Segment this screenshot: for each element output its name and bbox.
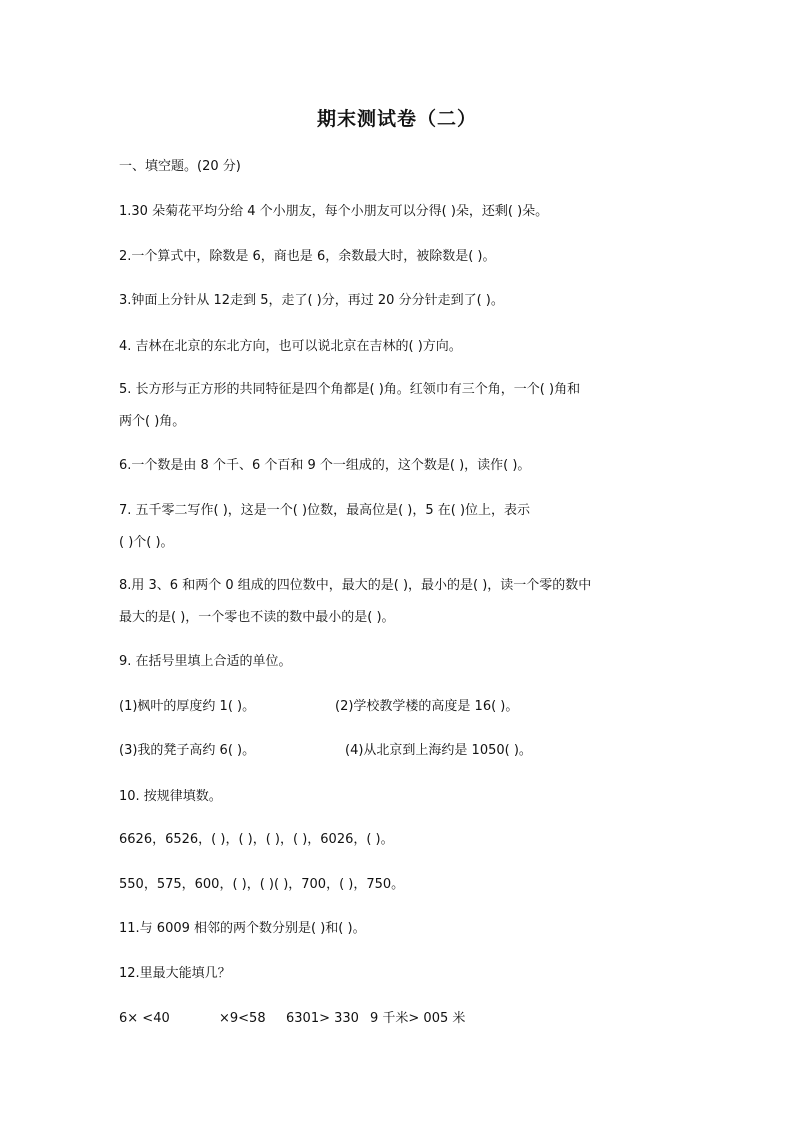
q12-item-4: 9 千米> 005 米: [370, 1011, 466, 1026]
question-5-line-2: 两个( )角。: [119, 414, 186, 429]
question-10-sequence-2: 550，575，600，( )，( )( )，700，( )，750。: [119, 877, 405, 892]
q9-item-4: (4)从北京到上海约是 1050( )。: [345, 743, 532, 758]
question-7-line-1: 7. 五千零二写作( )，这是一个( )位数，最高位是( )，5 在( )位上，表示: [119, 503, 531, 518]
q9-item-1: (1)枫叶的厚度约 1( )。: [119, 699, 256, 714]
page-title: 期末测试卷（二）: [316, 108, 477, 130]
section-heading: 一、填空题。(20 分): [119, 159, 241, 174]
question-1: 1.30 朵菊花平均分给 4 个小朋友，每个小朋友可以分得( )朵，还剩( )朵。: [119, 204, 549, 219]
question-3: 3.钟面上分针从 12走到 5，走了( )分，再过 20 分分针走到了( )。: [119, 293, 504, 308]
question-6: 6.一个数是由 8 个千、6 个百和 9 个一组成的，这个数是( )，读作( )。: [119, 458, 531, 473]
question-8-line-2: 最大的是( )，一个零也不读的数中最小的是( )。: [119, 610, 395, 625]
q12-item-1: 6× <40: [119, 1011, 170, 1026]
question-11: 11.与 6009 相邻的两个数分别是( )和( )。: [119, 921, 366, 936]
question-4: 4. 吉林在北京的东北方向，也可以说北京在吉林的( )方向。: [119, 339, 462, 354]
q9-item-2: (2)学校教学楼的高度是 16( )。: [335, 699, 519, 714]
question-10: 10. 按规律填数。: [119, 789, 222, 804]
q9-item-3: (3)我的凳子高约 6( )。: [119, 743, 256, 758]
question-10-sequence-1: 6626，6526，( )，( )，( )，( )，6026，( )。: [119, 832, 394, 847]
question-9: 9. 在括号里填上合适的单位。: [119, 654, 292, 669]
question-5-line-1: 5. 长方形与正方形的共同特征是四个角都是( )角。红领巾有三个角，一个( )角和: [119, 382, 581, 397]
question-8-line-1: 8.用 3、6 和两个 0 组成的四位数中，最大的是( )，最小的是( )，读一个零的数中: [119, 578, 592, 593]
question-12: 12.里最大能填几？: [119, 966, 231, 981]
question-7-line-2: ( )个( )。: [119, 535, 174, 550]
q12-item-2: ×9<58: [219, 1011, 266, 1026]
question-2: 2.一个算式中，除数是 6，商也是 6，余数最大时，被除数是( )。: [119, 249, 496, 264]
q12-item-3: 6301> 330: [286, 1011, 359, 1026]
